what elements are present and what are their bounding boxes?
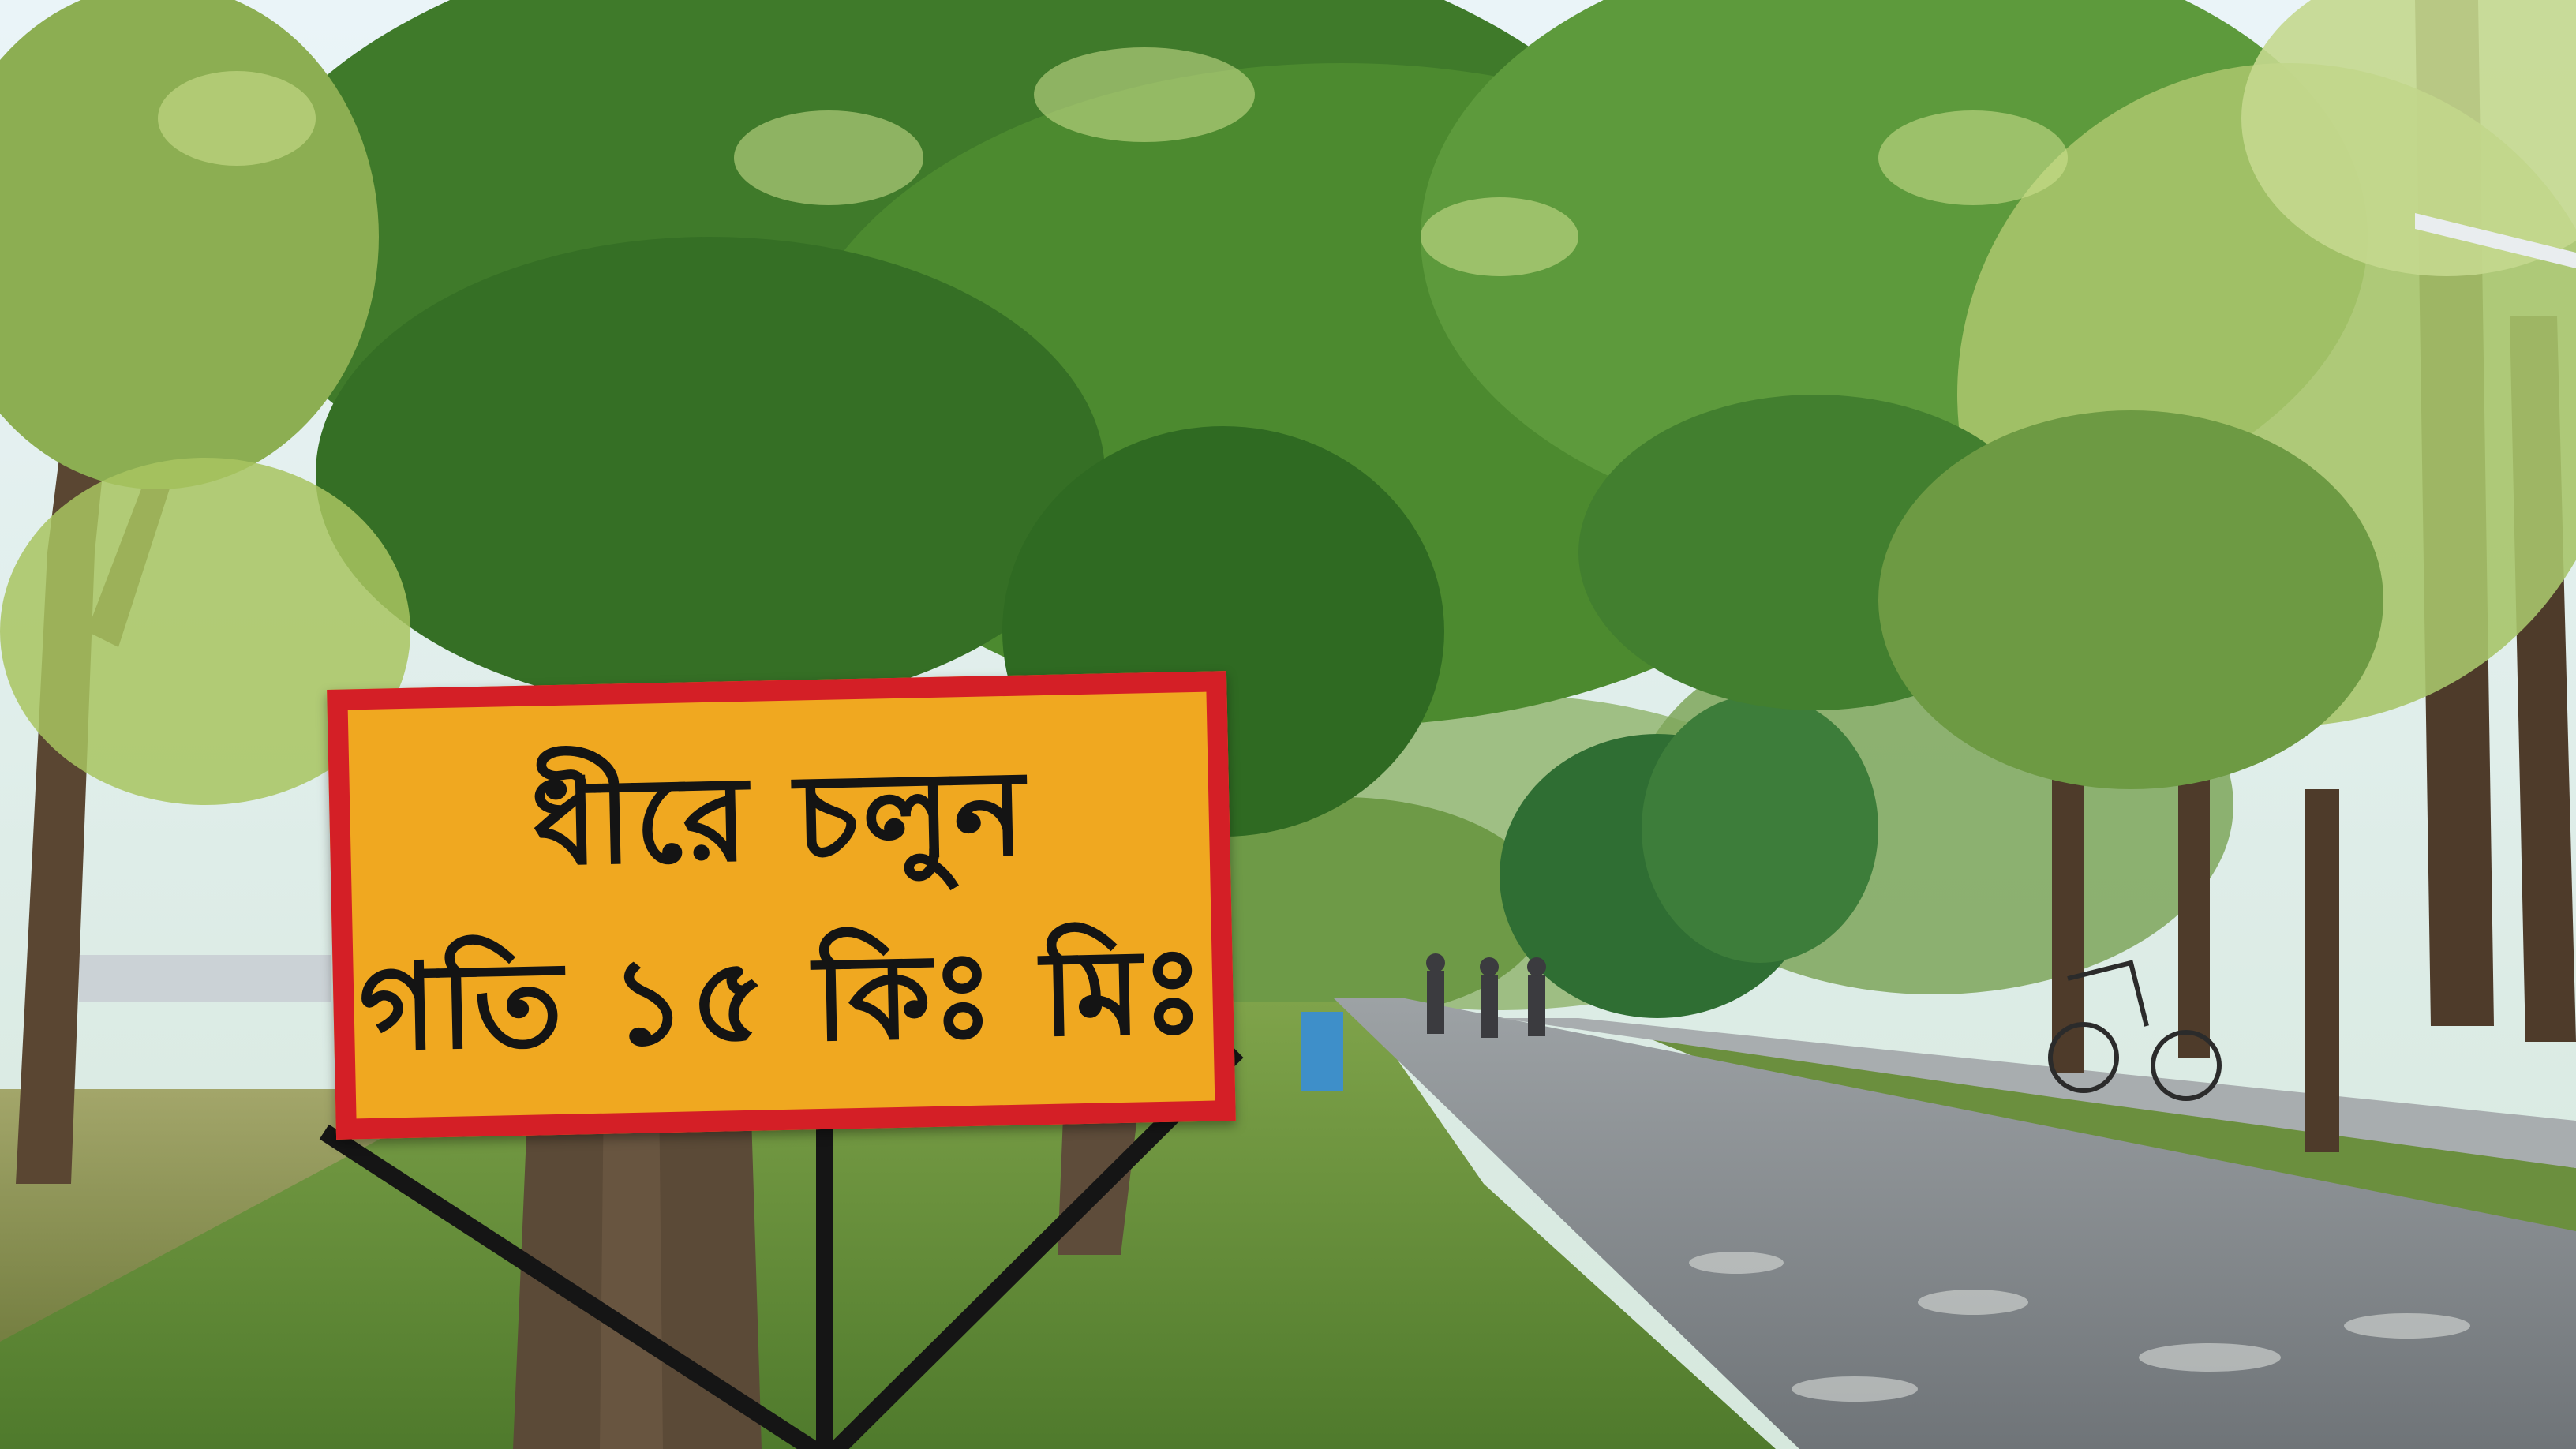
people: [1426, 953, 1546, 1038]
sign-text-slow-down: ধীরে চলুন: [530, 744, 1029, 893]
sign-text-speed-limit: গতি ১৫ কিঃ মিঃ: [358, 922, 1209, 1078]
dustbin: [1301, 1012, 1343, 1091]
far-wall: [79, 955, 331, 1002]
speed-limit-sign: [327, 671, 1236, 1140]
